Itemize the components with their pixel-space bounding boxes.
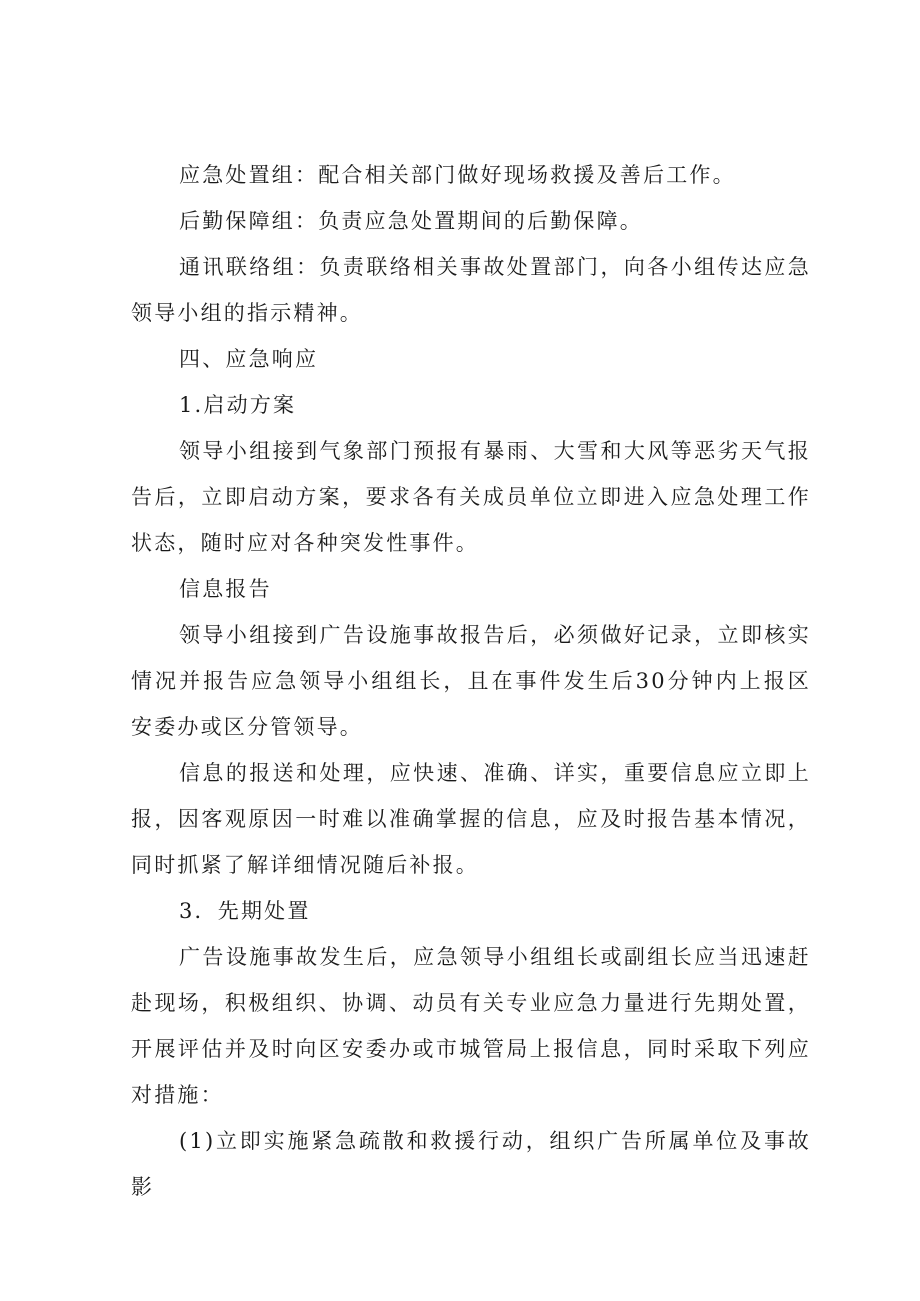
document-body <box>131 152 811 1210</box>
paragraph-information-handling: 信息的报送和处理，应快速、准确、详实，重要信息应立即上报，因客观原因一时难以准确掌握的信息，应及时报告基本情况，同时抓紧了解详细情况随后补报。 <box>131 761 811 877</box>
list-item-measure-1: (1)立即实施紧急疏散和救援行动，组织广告所属单位及事故影 <box>131 1129 811 1199</box>
paragraph-information-report: 领导小组接到广告设施事故报告后，必须做好记录，立即核实情况并报告应急领导小组组长，且在事件发生后30分钟内上报区安委办或区分管领导。 <box>131 623 811 739</box>
subheading-activate-plan: 1.启动方案 <box>179 393 297 417</box>
paragraph-logistics-group: 后勤保障组：负责应急处置期间的后勤保障。 <box>179 209 643 233</box>
paragraph-emergency-handling-group: 应急处置组：配合相关部门做好现场救援及善后工作。 <box>179 163 736 187</box>
subheading-initial-handling: 3．先期处置 <box>179 899 311 923</box>
paragraph-activate-plan: 领导小组接到气象部门预报有暴雨、大雪和大风等恶劣天气报告后，立即启动方案，要求各有关成员单位立即进入应急处理工作状态，随时应对各种突发性事件。 <box>131 439 811 555</box>
subheading-information-report: 信息报告 <box>179 577 272 601</box>
paragraph-communication-group: 通讯联络组：负责联络相关事故处置部门，向各小组传达应急领导小组的指示精神。 <box>131 255 811 325</box>
paragraph-initial-handling: 广告设施事故发生后，应急领导小组组长或副组长应当迅速赶赴现场，积极组织、协调、动员有关专业应急力量进行先期处置，开展评估并及时向区安委办或市城管局上报信息，同时采取下列应对措施： <box>131 945 811 1107</box>
section-heading-emergency-response: 四、应急响应 <box>179 347 319 371</box>
